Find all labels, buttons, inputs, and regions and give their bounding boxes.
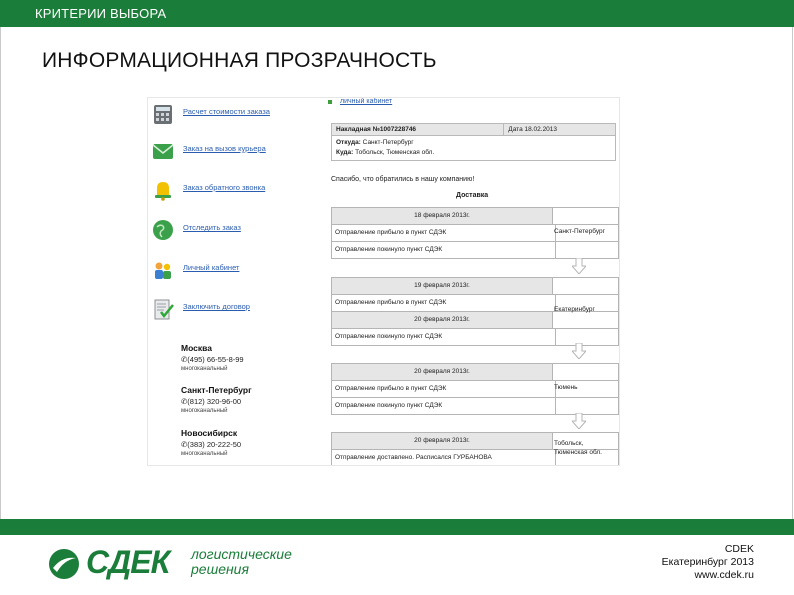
invoice-from-label: Откуда: (336, 139, 361, 146)
menu-item-callback[interactable] (151, 178, 291, 202)
menu-label-contract[interactable]: Заключить договор (183, 302, 250, 311)
menu-label-track[interactable]: Отследить заказ (183, 223, 241, 232)
stage-event-row: Отправление прибыло в пункт СДЭК (332, 294, 618, 311)
bottom-bar (0, 519, 794, 535)
account-link-bullet-icon (328, 100, 332, 104)
document-check-icon (151, 297, 175, 321)
stage-date-row: 20 февраля 2013г. (332, 364, 618, 380)
delivery-stage (331, 432, 619, 466)
footer-city-year: Екатеринбург 2013 (661, 556, 754, 568)
stage-event-row: Отправление покинуло пункт СДЭК (332, 328, 618, 345)
arrow-down-icon (572, 258, 586, 274)
contact-note-spb: многоканальный (181, 408, 228, 414)
arrow-down-icon (572, 343, 586, 359)
invoice-to-value: Тобольск, Тюменская обл. (355, 149, 435, 156)
menu-label-courier[interactable]: Заказ на вызов курьера (183, 144, 266, 153)
globe-icon (151, 218, 175, 242)
stage-city: Екатеринбург (554, 306, 595, 313)
cdek-logo-icon (48, 548, 80, 580)
footer-company: CDEK (724, 543, 754, 555)
stage-date-row: 18 февраля 2013г. (332, 208, 618, 224)
phone-icon: ✆ (181, 355, 188, 364)
thanks-message: Спасибо, что обратились в нашу компанию! (331, 176, 475, 183)
menu-label-account[interactable]: Личный кабинет (183, 263, 240, 272)
menu-item-track[interactable] (151, 218, 291, 242)
stage-date-row: 20 февраля 2013г. (332, 433, 618, 449)
menu-item-calculate[interactable] (151, 102, 291, 126)
stage-event-row: Отправление покинуло пункт СДЭК (332, 241, 618, 258)
bell-icon (151, 178, 175, 202)
invoice-from-value: Санкт-Петербург (362, 139, 414, 146)
stage-date-row: 19 февраля 2013г. (332, 278, 618, 294)
contact-city-novosibirsk: Новосибирск (181, 428, 238, 438)
arrow-down-icon (572, 413, 586, 429)
envelope-icon (151, 139, 175, 163)
footer-info (662, 543, 754, 582)
stage-event-row: Отправление прибыло в пункт СДЭК (332, 380, 618, 397)
delivery-title: Доставка (456, 192, 489, 199)
stage-city: Санкт-Петербург (554, 228, 605, 235)
top-header-bar (0, 0, 794, 27)
slogan-line-1: логистические (191, 546, 292, 562)
contact-note-moscow: многоканальный (181, 366, 228, 372)
slide-frame-right (792, 27, 793, 519)
contact-note-novosibirsk: многоканальный (181, 451, 228, 457)
tracking-screenshot (147, 97, 620, 466)
delivery-stage (331, 363, 619, 415)
stage-event-row: Отправление доставлено. Расписался ГУРБАНОВА (332, 449, 618, 466)
contact-phone-spb: ✆(812) 320-96-00 (181, 397, 242, 406)
phone-icon: ✆ (181, 440, 188, 449)
contact-city-moscow: Москва (181, 343, 212, 353)
footer-site-link[interactable]: www.cdek.ru (694, 569, 754, 581)
menu-label-callback[interactable]: Заказ обратного звонка (183, 183, 266, 192)
invoice-table (331, 123, 616, 161)
calculator-icon (151, 102, 175, 126)
slogan-line-2: решения (191, 561, 249, 577)
phone-icon: ✆ (181, 397, 188, 406)
section-title: КРИТЕРИИ ВЫБОРА (35, 6, 167, 21)
logo-slogan (191, 547, 292, 577)
logo-wordmark: СДЕК (86, 544, 170, 580)
delivery-stage (331, 207, 619, 259)
invoice-date: Дата 18.02.2013 (504, 124, 616, 136)
contact-phone-novosibirsk: ✆(383) 20-222-50 (181, 440, 242, 449)
menu-item-courier[interactable] (151, 139, 291, 163)
stage-event-row: Отправление прибыло в пункт СДЭК (332, 224, 618, 241)
delivery-stage (331, 277, 619, 346)
page-title: ИНФОРМАЦИОННАЯ ПРОЗРАЧНОСТЬ (42, 49, 437, 72)
invoice-to-label: Куда: (336, 149, 354, 156)
menu-label-calculate[interactable]: Расчет стоимости заказа (183, 107, 270, 116)
people-icon (151, 258, 175, 282)
menu-item-contract[interactable] (151, 297, 291, 321)
contact-city-spb: Санкт-Петербург (181, 385, 252, 395)
slide-frame-left (0, 27, 1, 519)
invoice-number: Накладная №1007228746 (332, 124, 504, 136)
stage-event-row: Отправление покинуло пункт СДЭК (332, 397, 618, 414)
stage-city: Тобольск, Тюменская обл. (554, 440, 602, 456)
stage-city: Тюмень (554, 384, 578, 391)
stage-date-row: 20 февраля 2013г. (332, 311, 618, 328)
menu-item-account[interactable] (151, 258, 291, 282)
account-link[interactable]: личный кабинет (340, 98, 393, 105)
contact-phone-moscow: ✆(495) 66-55-8-99 (181, 355, 244, 364)
